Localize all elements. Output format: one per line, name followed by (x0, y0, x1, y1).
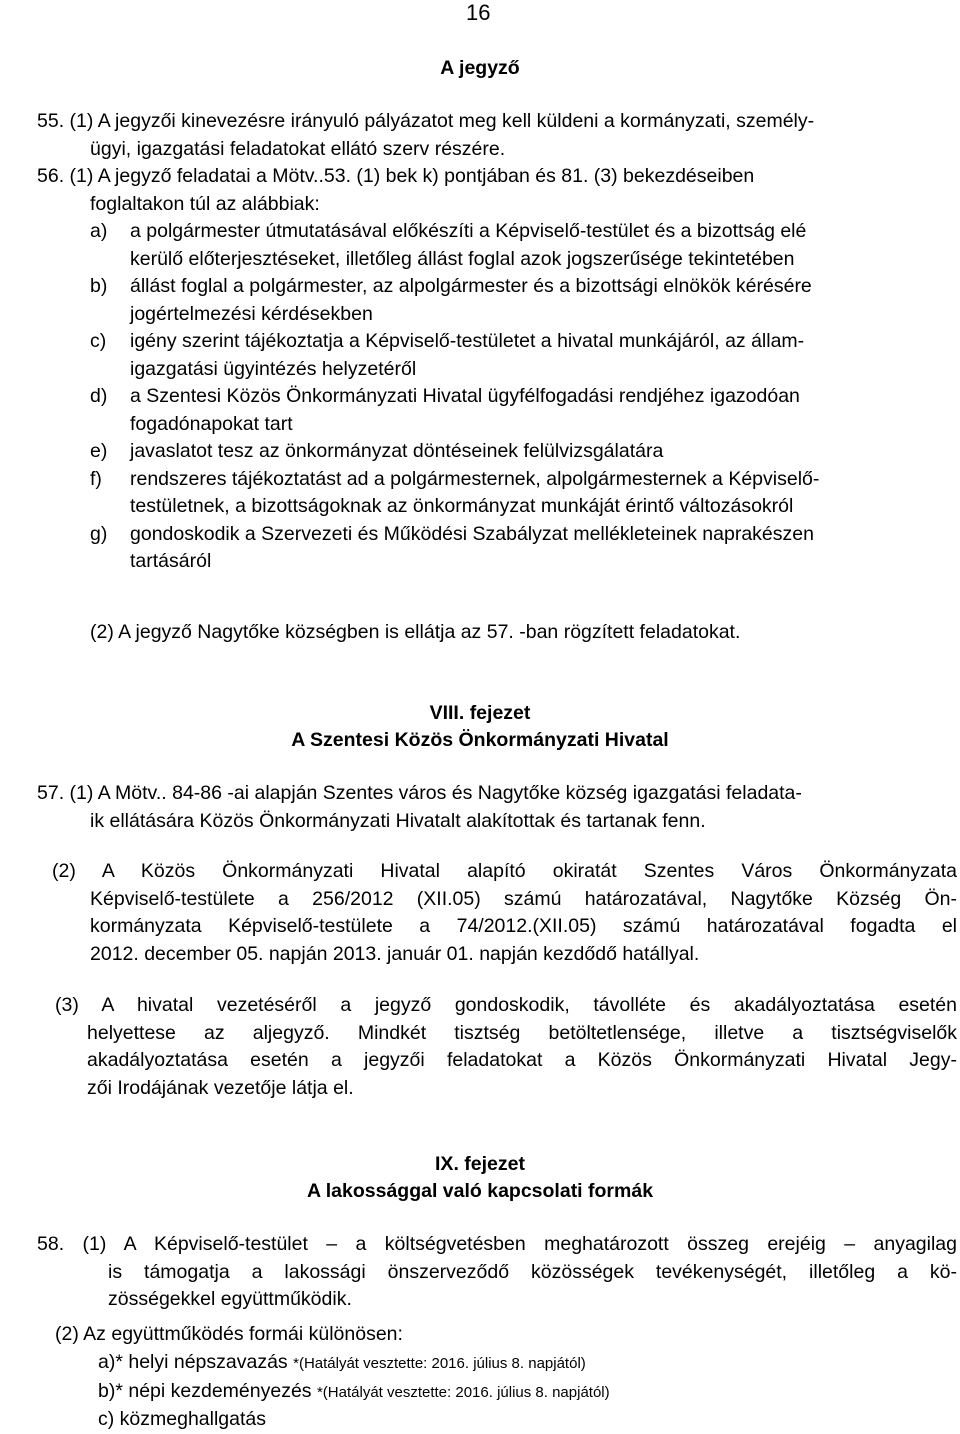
list-item (90, 521, 952, 576)
paragraph-line: ügyi, igazgatási feladatokat ellátó szerv részére. (90, 137, 506, 160)
list-item-label: f) (90, 467, 102, 490)
paragraph-line: 56. (1) A jegyző feladatai a Mötv..53. (1) bek k) pontjában és 81. (3) bekezdéseiben (37, 165, 755, 187)
list-item (98, 1349, 958, 1378)
list-item (90, 466, 952, 521)
list-item (90, 218, 952, 273)
paragraph-line: 58. (1) A Képviselő-testület – a költségvetésben meghatározott összeg erejéig – anyagilag (37, 1233, 957, 1255)
list-item-line: javaslatot tesz az önkormányzat döntéseinek felülvizsgálatára (130, 440, 664, 462)
list-item-label: a) (90, 220, 108, 242)
paragraph-line: kormányzata Képviselő-testülete a 74/2012.(XII.05) számú határozatával fogadta el (90, 915, 957, 937)
paragraph-line: 57. (1) A Mötv.. 84-86 -ai alapján Szentes város és Nagytőke község igazgatási feladata- (37, 782, 802, 804)
list-item-line: állást foglal a polgármester, az alpolgármester és a bizottsági elnökök kérésére (130, 275, 812, 297)
list-item (98, 1406, 958, 1434)
list-item-text: a)* helyi népszavazás (98, 1351, 294, 1373)
paragraph-line: is támogatja a lakossági önszerveződő közösségek tevékenységét, illetőleg a kö- (108, 1260, 957, 1283)
list-item (90, 383, 952, 438)
list-item-text: b)* népi kezdeményezés (98, 1379, 317, 1402)
paragraph-line: zösségekkel együttműködik. (108, 1288, 352, 1310)
list-item (90, 438, 952, 466)
list-item-line: tartásáról (130, 550, 212, 572)
paragraph-57-2 (52, 858, 957, 968)
list-item-label: d) (90, 385, 108, 407)
paragraph-58-1 (37, 1231, 957, 1314)
list-item-text: c) közmeghallgatás (98, 1408, 266, 1430)
paragraph-58-2 (55, 1321, 955, 1349)
paragraph-56-1 (37, 163, 952, 218)
forms-list (98, 1349, 958, 1434)
chapter-number: VIII. fejezet (429, 702, 531, 724)
list-item-line: jogértelmezési kérdésekben (130, 302, 373, 325)
list-item-line: igazgatási ügyintézés helyzetéről (130, 357, 417, 380)
list-item (98, 1378, 958, 1407)
chapter-title: A lakossággal való kapcsolati formák (306, 1180, 654, 1202)
chapter-title: A Szentesi Közös Önkormányzati Hivatal (291, 729, 669, 751)
paragraph-line: 2012. december 05. napján 2013. január 01. napján kezdődő hatállyal. (90, 942, 700, 965)
paragraph-line: (3) A hivatal vezetéséről a jegyző gondoskodik, távolléte és akadályoztatása esetén (55, 994, 957, 1016)
page-number: 16 (466, 0, 491, 25)
list-item-line: a Szentesi Közös Önkormányzati Hivatal ügyfélfogadási rendjéhez igazodóan (130, 385, 800, 407)
list-item-label: e) (90, 440, 108, 462)
paragraph-57-1 (37, 780, 952, 835)
list-item-label: g) (90, 522, 108, 545)
paragraph-line: helyettese az aljegyző. Mindkét tisztség betöltetlensége, illetve a tisztségviselők (87, 1021, 957, 1044)
paragraph-56-2 (90, 619, 952, 647)
paragraph-line: ik ellátására Közös Önkormányzati Hivatalt alakítottak és tartanak fenn. (90, 809, 706, 832)
section-title-jegyzo: A jegyző (440, 57, 520, 79)
task-list (90, 218, 952, 576)
paragraph-55 (37, 108, 952, 163)
list-item-line: gondoskodik a Szervezeti és Működési Szabályzat mellékleteinek naprakészen (130, 522, 814, 545)
paragraph-line: akadályoztatása esetén a jegyzői feladatokat a Közös Önkormányzati Hivatal Jegy- (87, 1049, 957, 1071)
chapter-number: IX. fejezet (435, 1153, 525, 1175)
list-item-line: fogadónapokat tart (130, 412, 293, 435)
list-item (90, 328, 952, 383)
list-item-line: a polgármester útmutatásával előkészíti a Képviselő-testület és a bizottság elé (130, 220, 807, 242)
list-item (90, 273, 952, 328)
repeal-note: *(Hatályát vesztette: 2016. július 8. napjától) (293, 1355, 586, 1372)
paragraph-line: (2) A Közös Önkormányzati Hivatal alapító okiratát Szentes Város Önkormányzata (52, 860, 957, 882)
paragraph-line: (2) A jegyző Nagytőke községben is ellátja az 57. -ban rögzített feladatokat. (90, 621, 741, 643)
paragraph-line: Képviselő-testülete a 256/2012 (XII.05) számú határozatával, Nagytőke Község Ön- (90, 887, 957, 910)
paragraph-57-3 (55, 992, 957, 1102)
list-item-line: rendszeres tájékoztatást ad a polgármesternek, alpolgármesternek a Képviselő- (130, 467, 820, 490)
list-item-label: c) (90, 330, 107, 352)
list-item-label: b) (90, 275, 108, 297)
paragraph-line: (2) Az együttműködés formái különösen: (55, 1323, 403, 1345)
list-item-line: kerülő előterjesztéseket, illetőleg állást foglal azok jogszerűsége tekintetében (130, 247, 795, 270)
paragraph-line: 55. (1) A jegyzői kinevezésre irányuló pályázatot meg kell küldeni a kormányzati, személy- (37, 110, 815, 132)
list-item-line: igény szerint tájékoztatja a Képviselő-testületet a hivatal munkájáról, az állam- (130, 330, 805, 352)
repeal-note: *(Hatályát vesztette: 2016. július 8. napjától) (316, 1383, 610, 1401)
paragraph-line: zői Irodájának vezetője látja el. (87, 1076, 354, 1099)
paragraph-line: foglaltakon túl az alábbiak: (90, 192, 320, 215)
list-item-line: testületnek, a bizottságoknak az önkormányzat munkáját érintő változásokról (130, 495, 794, 517)
